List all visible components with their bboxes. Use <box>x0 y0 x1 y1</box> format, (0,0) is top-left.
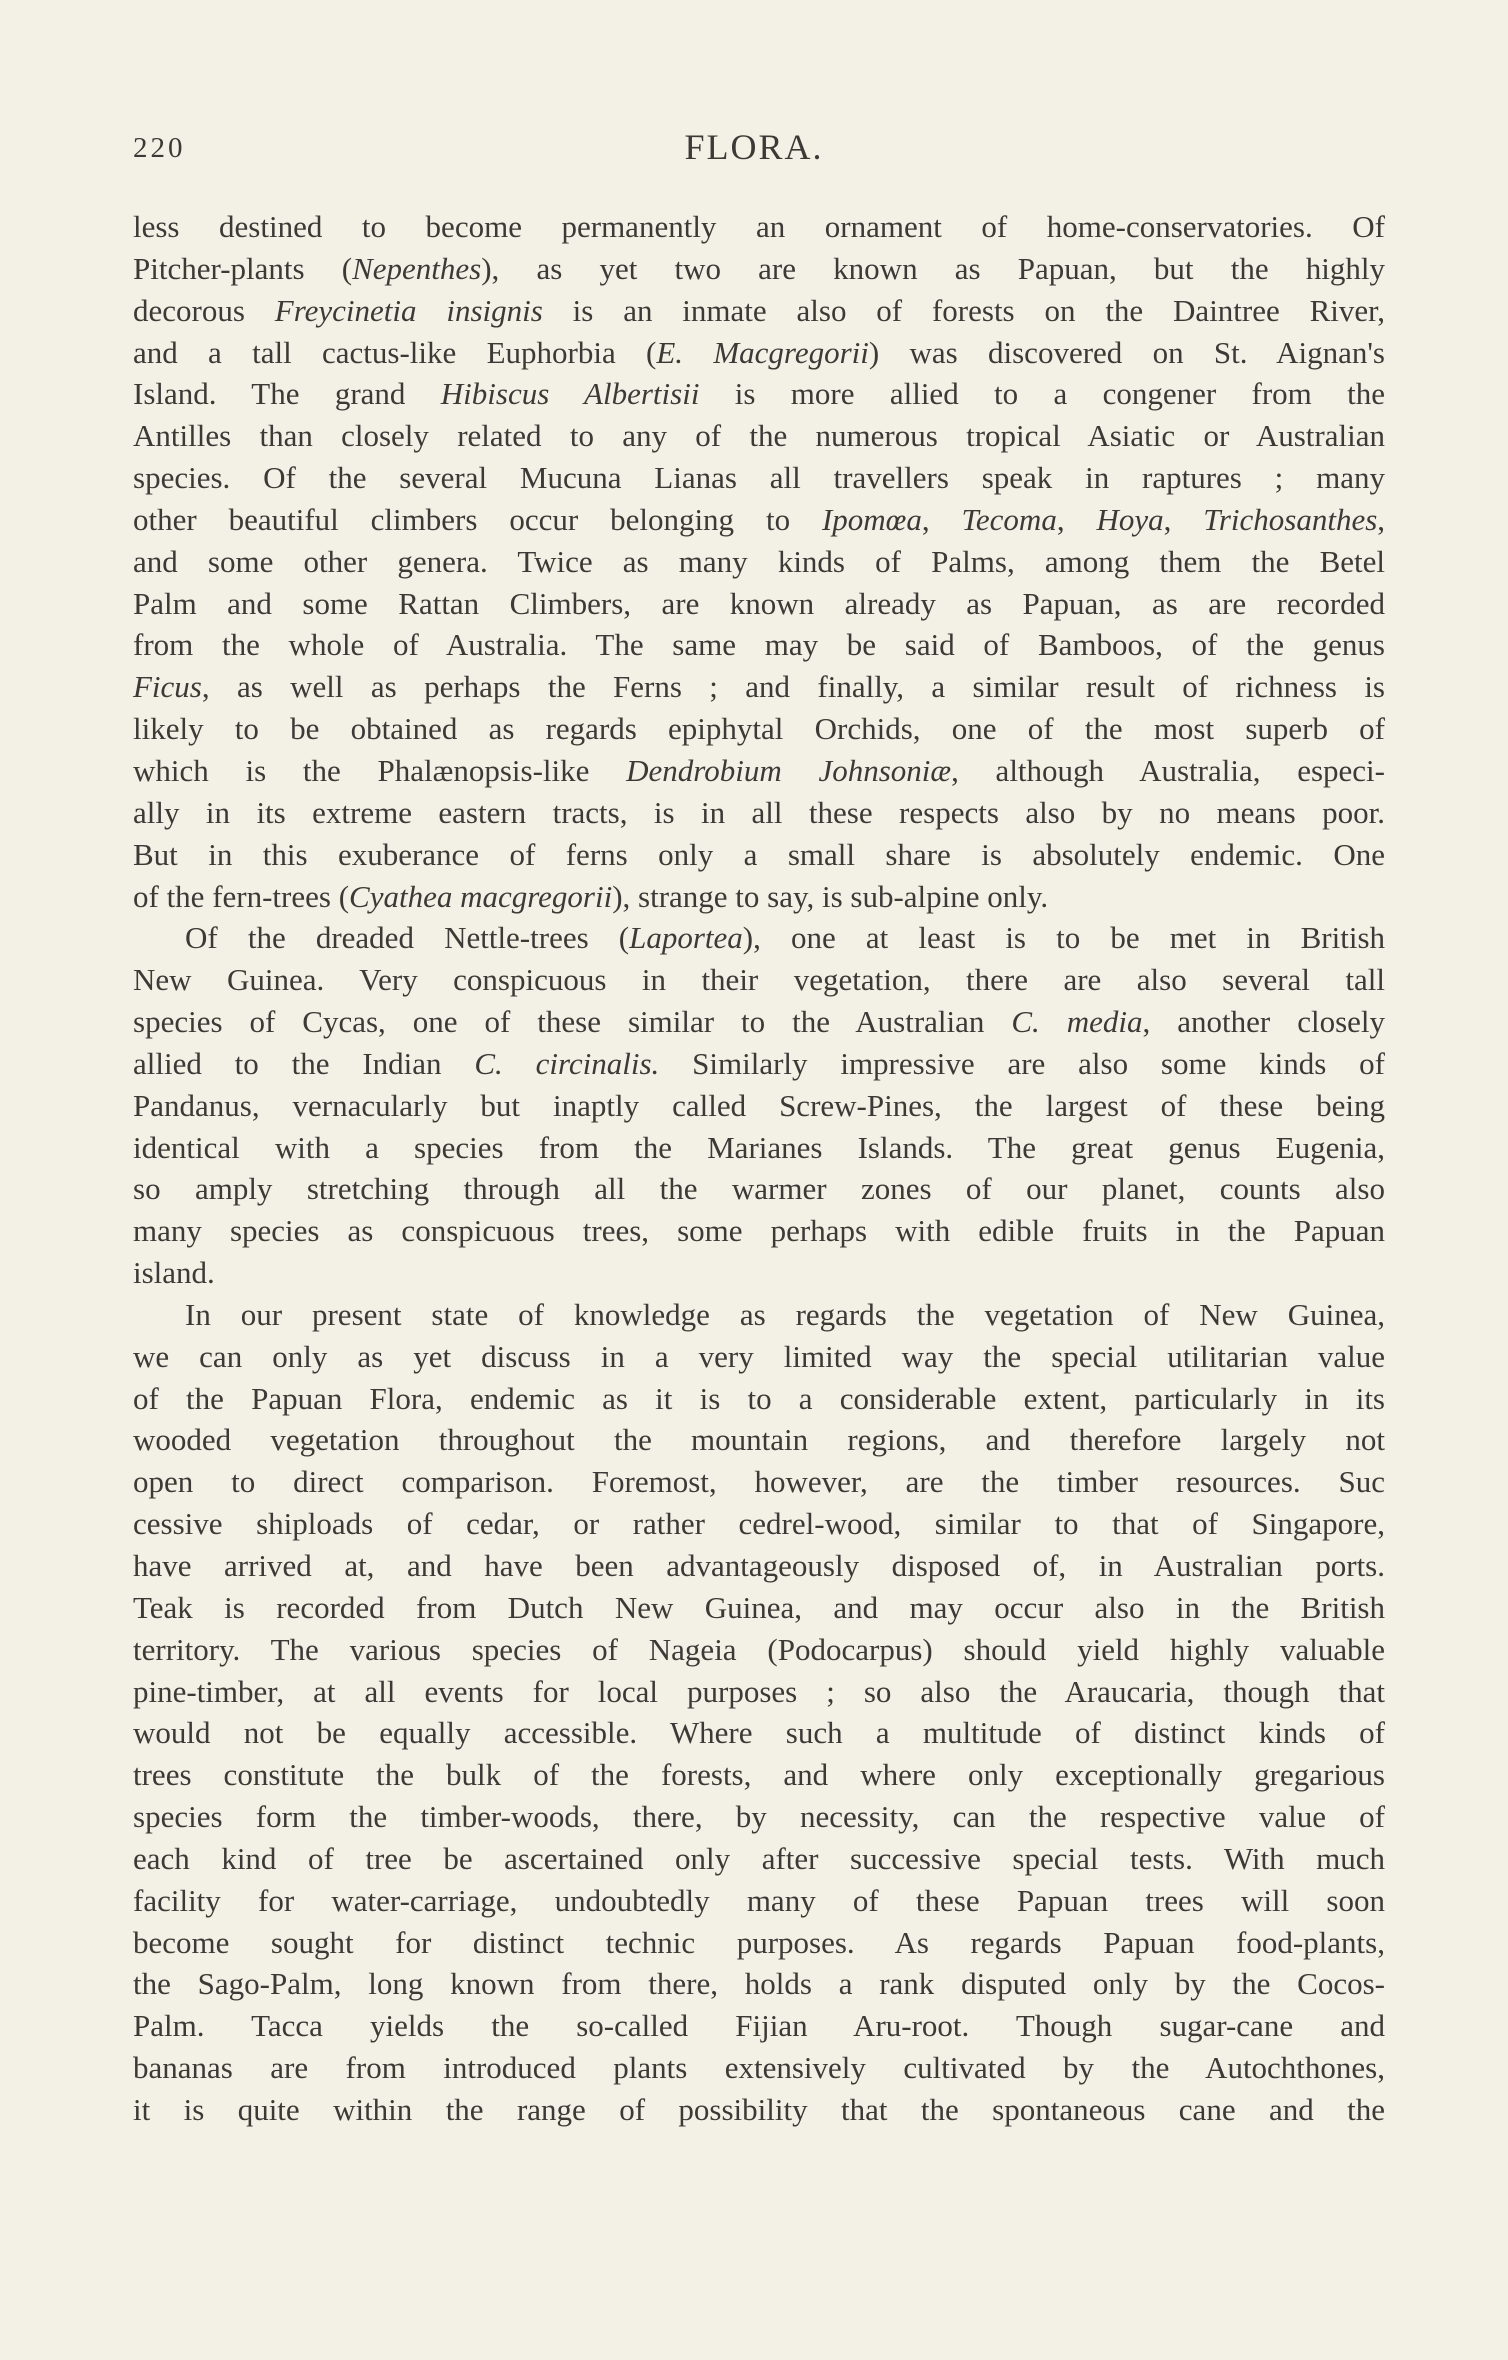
text-run: Of the dreaded Nettle-trees ( <box>185 920 630 956</box>
text-run: the Sago-Palm, long known from there, holds a rank disputed only by the Cocos- <box>133 1966 1385 2002</box>
text-run: , <box>1377 501 1386 537</box>
text-run: and some other genera. Twice as many kinds of Palms, among them the Betel <box>133 543 1385 579</box>
text-run: decorous <box>133 292 275 328</box>
page-number: 220 <box>133 132 186 164</box>
italic-text: Ipomœa <box>821 501 922 537</box>
text-run: pine-timber, at all events for local purposes ; so also the Araucaria, though that <box>133 1673 1385 1709</box>
text-run: Palm and some Rattan Climbers, are known already as Papuan, as are recorded <box>133 585 1385 621</box>
text-line <box>133 1252 1385 1294</box>
text-line <box>133 1587 1385 1629</box>
text-run: Pandanus, vernacularly but inaptly called Screw-Pines, the largest of these being <box>133 1087 1385 1123</box>
text-line <box>133 708 1385 750</box>
text-run: cessive shiploads of cedar, or rather cedrel-wood, similar to that of Singapore, <box>133 1506 1385 1542</box>
text-run: Palm. Tacca yields the so-called Fijian Aru-root. Though sugar-cane and <box>133 2008 1385 2044</box>
text-run: and a tall cactus-like Euphorbia ( <box>133 334 657 370</box>
text-run: ), one at least is to be met in British <box>742 920 1386 956</box>
text-run: , as well as perhaps the Ferns ; and finally, a similar result of richness is <box>201 669 1385 705</box>
text-line <box>133 1127 1385 1169</box>
text-line <box>133 415 1385 457</box>
text-run: Pitcher-plants ( <box>133 250 353 286</box>
text-line <box>133 1838 1385 1880</box>
text-line <box>133 1043 1385 1085</box>
text-run: bananas are from introduced plants extensively cultivated by the Autochthones, <box>133 2050 1385 2086</box>
text-run: species of Cycas, one of these similar to the Australian <box>133 1004 1012 1040</box>
text-run: other beautiful climbers occur belonging to <box>133 501 822 537</box>
italic-text: Cyathea macgregorii <box>349 878 613 914</box>
text-run: ) was discovered on St. Aignan's <box>868 334 1385 370</box>
text-line <box>133 1629 1385 1671</box>
text-line <box>133 1922 1385 1964</box>
text-run: have arrived at, and have been advantageously disposed of, in Australian ports. <box>133 1548 1385 1583</box>
text-line <box>133 2005 1385 2047</box>
text-line <box>133 1210 1385 1252</box>
text-run: from the whole of Australia. The same may be said of Bamboos, of the genus <box>133 627 1385 663</box>
text-run: which is the Phalænopsis-like <box>133 752 627 788</box>
text-line <box>133 959 1385 1001</box>
text-run: In our present state of knowledge as regards the vegetation of New Guinea, <box>185 1296 1385 1332</box>
text-run: likely to be obtained as regards epiphytal Orchids, one of the most superb of <box>133 711 1385 747</box>
text-line <box>133 1294 1385 1336</box>
text-line <box>133 583 1385 625</box>
text-line <box>133 1963 1385 2005</box>
text-run: ), as yet two are known as Papuan, but the highly <box>481 250 1385 286</box>
text-line <box>133 248 1385 290</box>
text-run: of the Papuan Flora, endemic as it is to a considerable extent, particularly in its <box>133 1380 1385 1416</box>
text-run: ), strange to say, is sub-alpine only. <box>612 878 1049 914</box>
text-run: allied to the Indian <box>133 1045 475 1081</box>
text-run: species form the timber-woods, there, by necessity, can the respective value of <box>133 1799 1385 1835</box>
text-run: Teak is recorded from Dutch New Guinea, and may occur also in the British <box>133 1589 1385 1625</box>
italic-text: E. Macgregorii <box>656 334 869 370</box>
text-run: , <box>1163 501 1204 537</box>
italic-text: Nepenthes <box>352 250 482 286</box>
text-line <box>133 624 1385 666</box>
text-line <box>133 1671 1385 1713</box>
text-run: territory. The various species of Nageia (Podocarpus) should yield highly valuable <box>133 1631 1385 1667</box>
text-line <box>133 1085 1385 1127</box>
text-line <box>133 332 1385 374</box>
text-line <box>133 499 1385 541</box>
italic-text: Hibiscus Albertisii <box>440 376 700 412</box>
text-run: island. <box>133 1255 215 1291</box>
text-line <box>133 1503 1385 1545</box>
text-line <box>133 1419 1385 1461</box>
italic-text: Freycinetia insignis <box>274 292 543 328</box>
text-line <box>133 1796 1385 1838</box>
text-run: become sought for distinct technic purposes. As regards Papuan food-plants, <box>133 1924 1385 1960</box>
text-run: New Guinea. Very conspicuous in their vegetation, there are also several tall <box>133 962 1385 998</box>
text-line <box>133 1880 1385 1922</box>
italic-text: Tecoma <box>961 501 1057 537</box>
text-run: open to direct comparison. Foremost, however, are the timber resources. Suc <box>133 1464 1385 1500</box>
text-run: would not be equally accessible. Where such a multitude of distinct kinds of <box>133 1715 1385 1751</box>
text-line <box>133 792 1385 834</box>
text-run: less destined to become permanently an ornament of home-conservatories. Of <box>133 209 1385 244</box>
text-run: Antilles than closely related to any of the numerous tropical Asiatic or Australian <box>133 418 1385 454</box>
text-line <box>133 2089 1385 2131</box>
text-line <box>133 290 1385 332</box>
italic-text: Laportea <box>629 920 743 956</box>
text-run: many species as conspicuous trees, some perhaps with edible fruits in the Papuan <box>133 1213 1385 1249</box>
text-line <box>133 1754 1385 1796</box>
text-run: , although Australia, especi- <box>951 752 1385 788</box>
text-line <box>133 834 1385 876</box>
text-line <box>133 876 1385 918</box>
text-line <box>133 2047 1385 2089</box>
italic-text: Trichosanthes <box>1203 501 1378 537</box>
text-line <box>133 1001 1385 1043</box>
text-line <box>133 1461 1385 1503</box>
text-run: , <box>1056 501 1097 537</box>
text-run: is an inmate also of forests on the Daintree River, <box>542 292 1385 328</box>
running-title: FLORA. <box>684 127 824 167</box>
italic-text: Ficus <box>133 669 202 705</box>
italic-text: Dendrobium Johnsoniæ <box>626 752 952 788</box>
body-text <box>133 206 1385 2131</box>
text-run: wooded vegetation throughout the mountain regions, and therefore largely not <box>133 1422 1385 1458</box>
text-line <box>133 1545 1385 1587</box>
text-run: , another closely <box>1142 1004 1386 1040</box>
text-line <box>133 1168 1385 1210</box>
text-run: it is quite within the range of possibility that the spontaneous cane and the <box>133 2091 1385 2127</box>
text-line <box>133 373 1385 415</box>
text-run: we can only as yet discuss in a very limited way the special utilitarian value <box>133 1338 1385 1374</box>
text-run: so amply stretching through all the warmer zones of our planet, counts also <box>133 1171 1385 1207</box>
text-line <box>133 917 1385 959</box>
text-line <box>133 206 1385 248</box>
text-run: ally in its extreme eastern tracts, is in all these respects also by no means poor. <box>133 794 1385 830</box>
text-run: of the fern-trees ( <box>133 878 350 914</box>
text-line <box>133 541 1385 583</box>
italic-text: C. circinalis. <box>474 1045 660 1081</box>
italic-text: C. media <box>1011 1004 1143 1040</box>
text-line <box>133 1378 1385 1420</box>
text-run: facility for water-carriage, undoubtedly many of these Papuan trees will soon <box>133 1882 1385 1918</box>
text-run: identical with a species from the Marianes Islands. The great genus Eugenia, <box>133 1129 1385 1165</box>
italic-text: Hoya <box>1096 501 1164 537</box>
text-run: species. Of the several Mucuna Lianas all travellers speak in raptures ; many <box>133 460 1385 496</box>
text-run: Similarly impressive are also some kinds of <box>659 1045 1385 1081</box>
text-run: is more allied to a congener from the <box>699 376 1386 412</box>
text-run: , <box>921 501 962 537</box>
text-run: each kind of tree be ascertained only after successive special tests. With much <box>133 1840 1385 1876</box>
text-run: Island. The grand <box>133 376 441 412</box>
text-line <box>133 750 1385 792</box>
text-run: But in this exuberance of ferns only a small share is absolutely endemic. One <box>133 836 1385 872</box>
text-line <box>133 666 1385 708</box>
text-run: trees constitute the bulk of the forests, and where only exceptionally gregarious <box>133 1757 1385 1793</box>
text-line <box>133 457 1385 499</box>
text-line <box>133 1336 1385 1378</box>
text-line <box>133 1712 1385 1754</box>
